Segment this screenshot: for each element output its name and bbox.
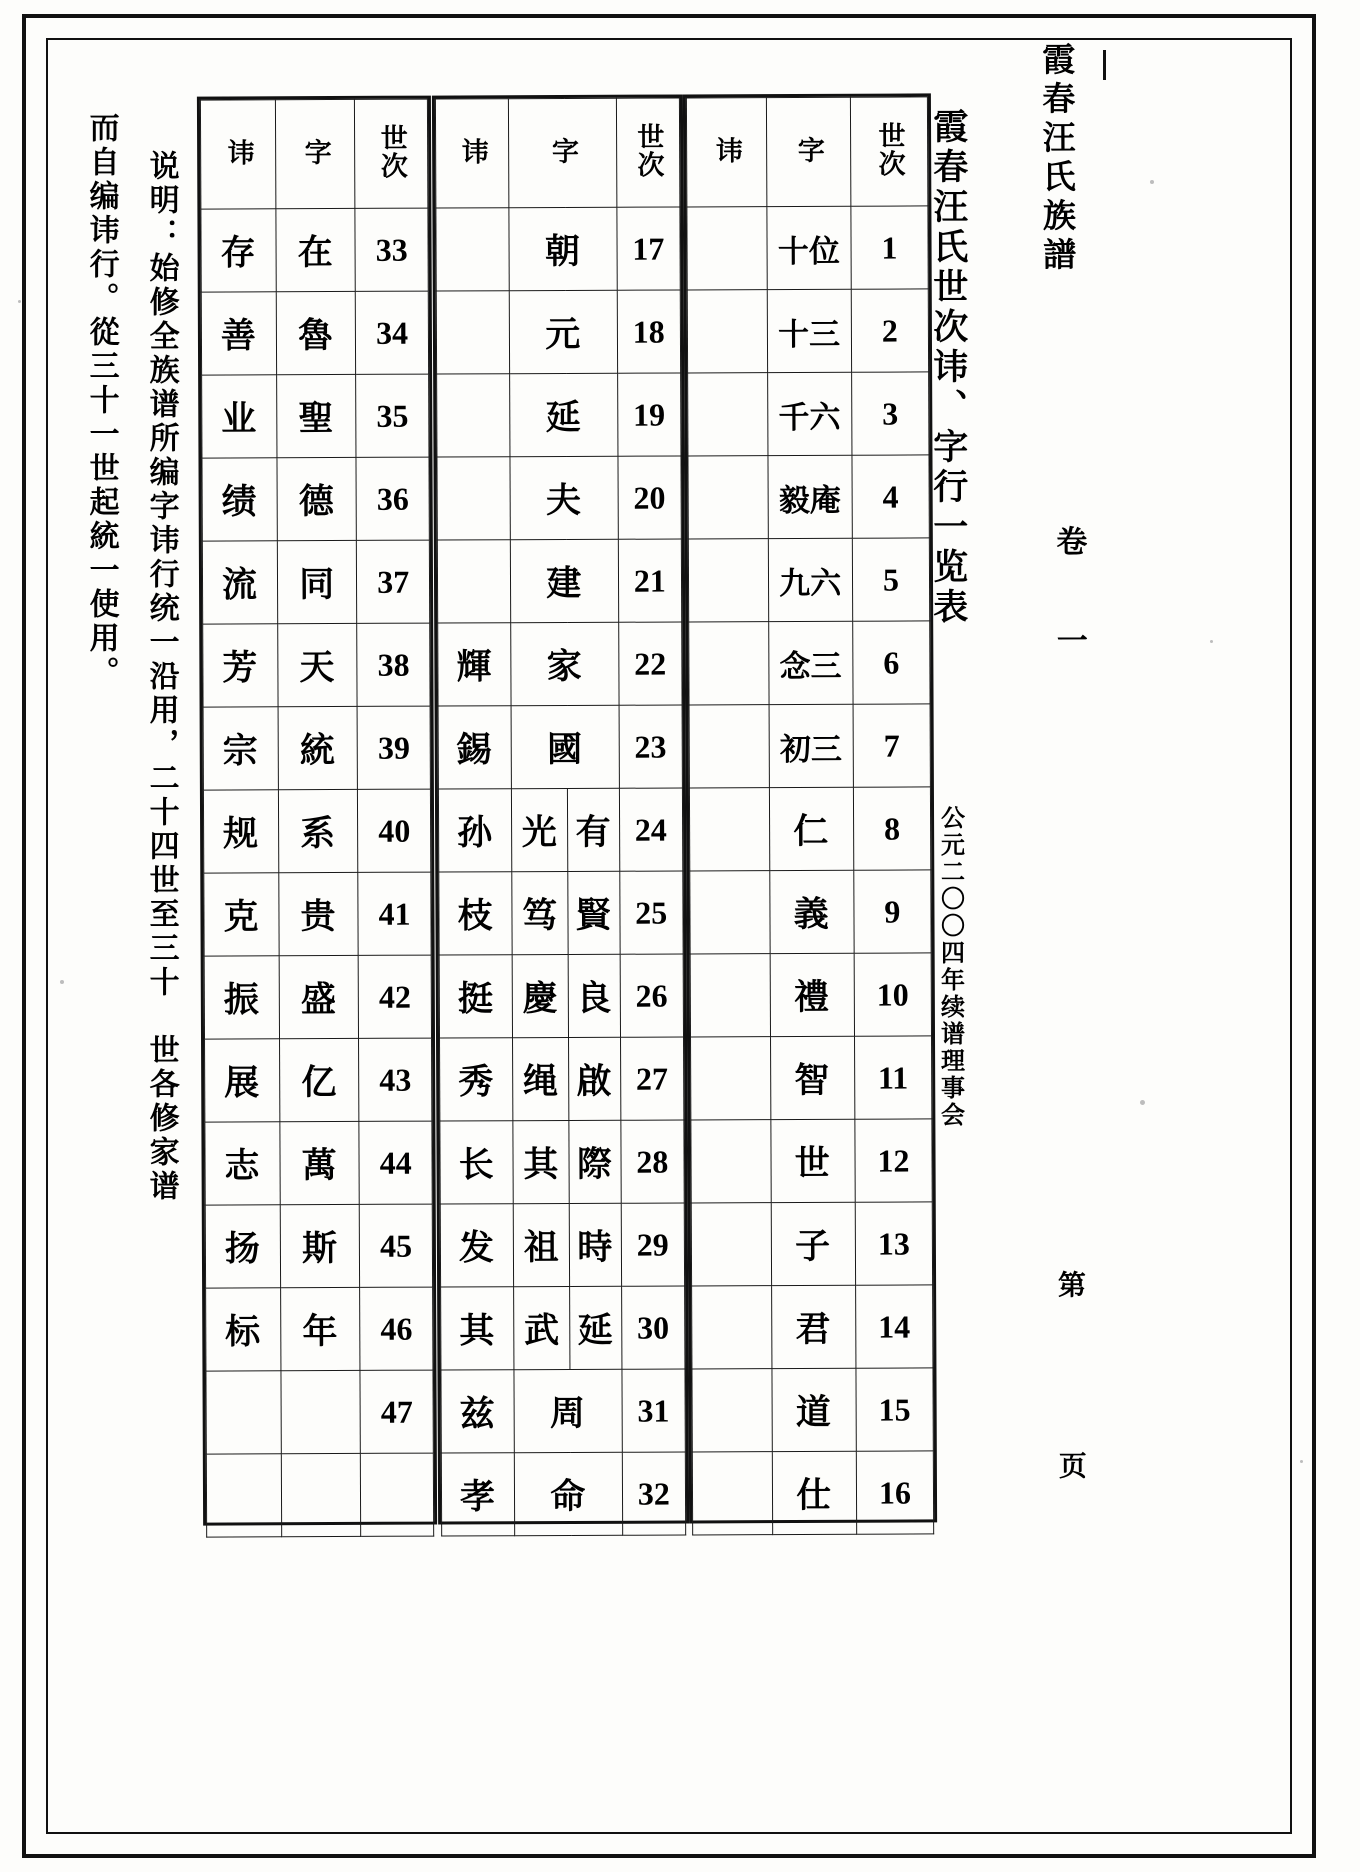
- book-title: 霞春汪氏族譜: [1037, 41, 1078, 277]
- cell-hui: [688, 456, 768, 539]
- cell-zi-primary: 祖: [513, 1203, 569, 1286]
- table-row: [687, 206, 928, 290]
- table-row: [689, 787, 930, 871]
- cell-zi: 十位: [766, 206, 851, 289]
- table-subtitle: 公元二〇〇四年续谱理事会: [936, 805, 966, 1129]
- cell-zi-secondary: 有: [568, 788, 620, 871]
- cell-shici: 25: [619, 871, 683, 954]
- cell-shici: [361, 1453, 434, 1536]
- cell-hui: 绩: [202, 458, 277, 541]
- table-row: [202, 457, 429, 541]
- table-row: [206, 1453, 433, 1537]
- cell-zi: 元: [509, 290, 617, 373]
- cell-hui: [692, 1286, 772, 1369]
- cell-shici: 36: [356, 457, 429, 540]
- table-row: [692, 1285, 933, 1369]
- table-row: [688, 455, 929, 539]
- cell-hui: 芳: [203, 624, 278, 707]
- cell-zi-secondary: 際: [569, 1120, 621, 1203]
- cell-zi: 在: [276, 208, 356, 291]
- cell-shici: 28: [620, 1120, 684, 1203]
- table-row: [437, 456, 681, 540]
- cell-zi: 天: [278, 623, 358, 706]
- cell-zi-primary: 绳: [513, 1037, 569, 1120]
- cell-hui: 其: [441, 1287, 515, 1370]
- cell-hui: [436, 291, 510, 374]
- cell-hui: 振: [204, 956, 279, 1039]
- cell-hui: 扬: [205, 1205, 280, 1288]
- cell-shici: 18: [617, 290, 681, 373]
- cell-hui: 孝: [441, 1453, 515, 1536]
- column-header-zi: 字: [509, 98, 617, 207]
- cell-zi: 聖: [277, 374, 357, 457]
- cell-shici: 1: [851, 206, 929, 289]
- cell-shici: 20: [618, 456, 682, 539]
- table-row: [201, 291, 428, 375]
- cell-hui: 挺: [439, 955, 513, 1038]
- table-row: [205, 1121, 432, 1205]
- cell-hui: 长: [440, 1121, 514, 1204]
- cell-zi: 周: [514, 1369, 622, 1452]
- cell-hui: [437, 457, 511, 540]
- cell-hui: [689, 788, 769, 871]
- table-row: [692, 1451, 933, 1535]
- cell-shici: 23: [619, 705, 683, 788]
- table-row: [689, 621, 930, 705]
- table-row: [203, 623, 430, 707]
- table-row: [438, 705, 682, 789]
- table-row: [439, 954, 683, 1038]
- genealogy-table: [197, 93, 931, 1519]
- cell-hui: 业: [202, 375, 277, 458]
- cell-hui: 标: [206, 1288, 281, 1371]
- cell-zi: 萬: [280, 1121, 360, 1204]
- scan-speck: [18, 300, 21, 303]
- cell-shici: 46: [360, 1287, 433, 1370]
- cell-hui: 规: [203, 790, 278, 873]
- cell-shici: 30: [621, 1286, 685, 1369]
- cell-zi: 毅庵: [767, 455, 852, 538]
- cell-zi: 贵: [279, 872, 359, 955]
- cell-hui: [436, 208, 510, 291]
- table: [200, 99, 434, 1538]
- cell-zi: 家: [511, 622, 619, 705]
- table-row: [203, 706, 430, 790]
- cell-hui: [690, 954, 770, 1037]
- table-row: [441, 1369, 685, 1453]
- cell-zi: 智: [770, 1036, 855, 1119]
- cell-zi: 仕: [772, 1451, 857, 1534]
- cell-zi: 初三: [769, 704, 854, 787]
- cell-hui: [688, 373, 768, 456]
- cell-shici: 19: [617, 373, 681, 456]
- table-header-row: [435, 98, 679, 208]
- table-header-row: [200, 99, 427, 209]
- table-block-generations-17-32: [432, 94, 689, 1524]
- cell-shici: 47: [360, 1370, 433, 1453]
- cell-zi: 千六: [767, 372, 852, 455]
- volume-label: 卷 一: [1050, 524, 1087, 672]
- cell-hui: 秀: [440, 1038, 514, 1121]
- cell-zi: 建: [511, 539, 619, 622]
- cell-zi: [281, 1370, 361, 1453]
- cell-zi: 同: [277, 540, 357, 623]
- table-header-row: [686, 97, 927, 207]
- cell-shici: 21: [618, 539, 682, 622]
- cell-hui: [691, 1120, 771, 1203]
- cell-hui: 枝: [439, 872, 513, 955]
- column-header-zi: 字: [275, 99, 355, 208]
- cell-hui: 流: [202, 541, 277, 624]
- table-row: [202, 374, 429, 458]
- cell-shici: 41: [358, 872, 431, 955]
- cell-shici: 32: [622, 1452, 686, 1535]
- cell-zi-secondary: 良: [568, 954, 620, 1037]
- cell-shici: 13: [855, 1202, 933, 1285]
- cell-shici: 8: [853, 787, 931, 870]
- table-row: [437, 539, 681, 623]
- cell-shici: 5: [852, 538, 930, 621]
- table-row: [691, 1036, 932, 1120]
- cell-zi-primary: 其: [513, 1120, 569, 1203]
- cell-zi: 道: [771, 1368, 856, 1451]
- cell-shici: 29: [621, 1203, 685, 1286]
- column-header-shici: 世次: [616, 98, 680, 207]
- cell-hui: [692, 1369, 772, 1452]
- cell-shici: 7: [853, 704, 931, 787]
- cell-hui: [687, 207, 767, 290]
- cell-shici: 22: [618, 622, 682, 705]
- cell-shici: 44: [359, 1121, 432, 1204]
- table-row: [436, 290, 680, 374]
- table-row: [436, 207, 680, 291]
- cell-shici: 38: [357, 623, 430, 706]
- cell-hui: [691, 1203, 771, 1286]
- cell-shici: 6: [853, 621, 931, 704]
- cell-shici: 14: [855, 1285, 933, 1368]
- table-row: [687, 289, 928, 373]
- cell-shici: 16: [856, 1451, 934, 1534]
- cell-zi: 君: [771, 1285, 856, 1368]
- table-row: [206, 1287, 433, 1371]
- cell-hui: [687, 290, 767, 373]
- cell-shici: 42: [358, 955, 431, 1038]
- cell-hui: 錫: [438, 706, 512, 789]
- table-row: [205, 1204, 432, 1288]
- cell-hui: [690, 871, 770, 954]
- cell-shici: 24: [619, 788, 683, 871]
- column-header-shici: 世次: [850, 97, 928, 206]
- cell-zi: 夫: [510, 456, 618, 539]
- table-title: 霞春汪氏世次讳、字行一览表: [927, 108, 969, 628]
- cell-zi: 年: [281, 1287, 361, 1370]
- column-header-zi: 字: [766, 97, 851, 206]
- cell-hui: 善: [201, 292, 276, 375]
- cell-hui: [437, 374, 511, 457]
- cell-zi: 子: [771, 1202, 856, 1285]
- column-header-hui: 讳: [435, 99, 509, 208]
- cell-shici: 11: [854, 1036, 932, 1119]
- cell-hui: [691, 1037, 771, 1120]
- cell-hui: 发: [440, 1204, 514, 1287]
- cell-shici: 45: [360, 1204, 433, 1287]
- table-row: [206, 1370, 433, 1454]
- table-row: [440, 1203, 684, 1287]
- cell-zi: 念三: [768, 621, 853, 704]
- cell-zi: 九六: [768, 538, 853, 621]
- column-header-shici: 世次: [355, 99, 428, 208]
- cell-zi: 義: [769, 870, 854, 953]
- cell-zi: 仁: [769, 787, 854, 870]
- cell-shici: 12: [855, 1119, 933, 1202]
- cell-shici: 4: [852, 455, 930, 538]
- cell-zi-primary: 武: [514, 1286, 570, 1369]
- cell-hui: [206, 1454, 281, 1537]
- cell-hui: 志: [205, 1122, 280, 1205]
- cell-zi-secondary: 啟: [569, 1037, 621, 1120]
- cell-zi: 世: [770, 1119, 855, 1202]
- table-row: [204, 872, 431, 956]
- cell-shici: 27: [620, 1037, 684, 1120]
- table-block-generations-1-16: [683, 93, 937, 1523]
- cell-shici: 34: [356, 291, 429, 374]
- cell-shici: 40: [358, 789, 431, 872]
- table-row: [691, 1119, 932, 1203]
- table-row: [690, 953, 931, 1037]
- table-row: [202, 540, 429, 624]
- table-row: [438, 788, 682, 872]
- table-row: [439, 871, 683, 955]
- cell-hui: [692, 1452, 772, 1535]
- table-row: [690, 870, 931, 954]
- cell-zi: 盛: [279, 955, 359, 1038]
- cell-zi: 系: [278, 789, 358, 872]
- table-row: [688, 372, 929, 456]
- table-row: [441, 1452, 685, 1536]
- cell-shici: 3: [851, 372, 929, 455]
- cell-shici: 9: [854, 870, 932, 953]
- cell-shici: 10: [854, 953, 932, 1036]
- cell-zi: 魯: [276, 291, 356, 374]
- cell-hui: [689, 622, 769, 705]
- cell-hui: [437, 540, 511, 623]
- cell-hui: 孙: [438, 789, 512, 872]
- cell-hui: 存: [201, 209, 276, 292]
- cell-zi: 統: [278, 706, 358, 789]
- table-block-generations-33-47: [197, 96, 437, 1526]
- table: [686, 96, 934, 1535]
- table: [435, 97, 686, 1536]
- cell-hui: 展: [205, 1039, 280, 1122]
- cell-hui: 兹: [441, 1370, 515, 1453]
- cell-zi-secondary: 延: [570, 1286, 622, 1369]
- explanatory-note-line-2: 而自编讳行。從三十一世起統一使用。: [83, 112, 119, 690]
- cell-shici: 26: [620, 954, 684, 1037]
- cell-shici: 33: [355, 208, 428, 291]
- explanatory-note-line-1: 说明：始修全族谱所编字讳行统一沿用，二十四世至三十 世各修家谱: [143, 150, 179, 1204]
- cell-zi: 國: [511, 705, 619, 788]
- table-row: [688, 538, 929, 622]
- cell-zi: 命: [515, 1452, 623, 1535]
- cell-zi: 朝: [509, 207, 617, 290]
- cell-zi-secondary: 時: [570, 1203, 622, 1286]
- table-row: [203, 789, 430, 873]
- table-row: [440, 1037, 684, 1121]
- table-row: [205, 1038, 432, 1122]
- cell-zi: 延: [510, 373, 618, 456]
- cell-shici: 39: [357, 706, 430, 789]
- cell-hui: 輝: [438, 623, 512, 706]
- cell-zi-primary: 笃: [512, 871, 568, 954]
- cell-hui: [688, 539, 768, 622]
- cell-shici: 35: [356, 374, 429, 457]
- cell-zi: 德: [277, 457, 357, 540]
- cell-hui: 宗: [203, 707, 278, 790]
- column-header-hui: 讳: [200, 100, 275, 209]
- cell-shici: 2: [851, 289, 929, 372]
- table-row: [441, 1286, 685, 1370]
- page-number-label: 第 页: [1053, 1269, 1089, 1540]
- cell-zi-secondary: 賢: [568, 871, 620, 954]
- table-row: [692, 1368, 933, 1452]
- cell-zi-primary: 光: [512, 788, 568, 871]
- cell-zi: 十三: [767, 289, 852, 372]
- cell-shici: 43: [359, 1038, 432, 1121]
- cell-hui: [206, 1371, 281, 1454]
- column-header-hui: 讳: [686, 98, 766, 207]
- cell-shici: 17: [616, 207, 680, 290]
- masthead-rule: [1103, 50, 1106, 80]
- table-row: [201, 208, 428, 292]
- cell-shici: 37: [357, 540, 430, 623]
- cell-zi: [281, 1453, 361, 1536]
- table-row: [691, 1202, 932, 1286]
- cell-zi: 亿: [279, 1038, 359, 1121]
- table-row: [440, 1120, 684, 1204]
- cell-zi: 斯: [280, 1204, 360, 1287]
- cell-zi-primary: 慶: [512, 954, 568, 1037]
- cell-zi: 禮: [770, 953, 855, 1036]
- cell-hui: 克: [204, 873, 279, 956]
- table-row: [437, 373, 681, 457]
- table-row: [689, 704, 930, 788]
- cell-shici: 15: [856, 1368, 934, 1451]
- cell-hui: [689, 705, 769, 788]
- table-row: [204, 955, 431, 1039]
- cell-shici: 31: [621, 1369, 685, 1452]
- table-row: [438, 622, 682, 706]
